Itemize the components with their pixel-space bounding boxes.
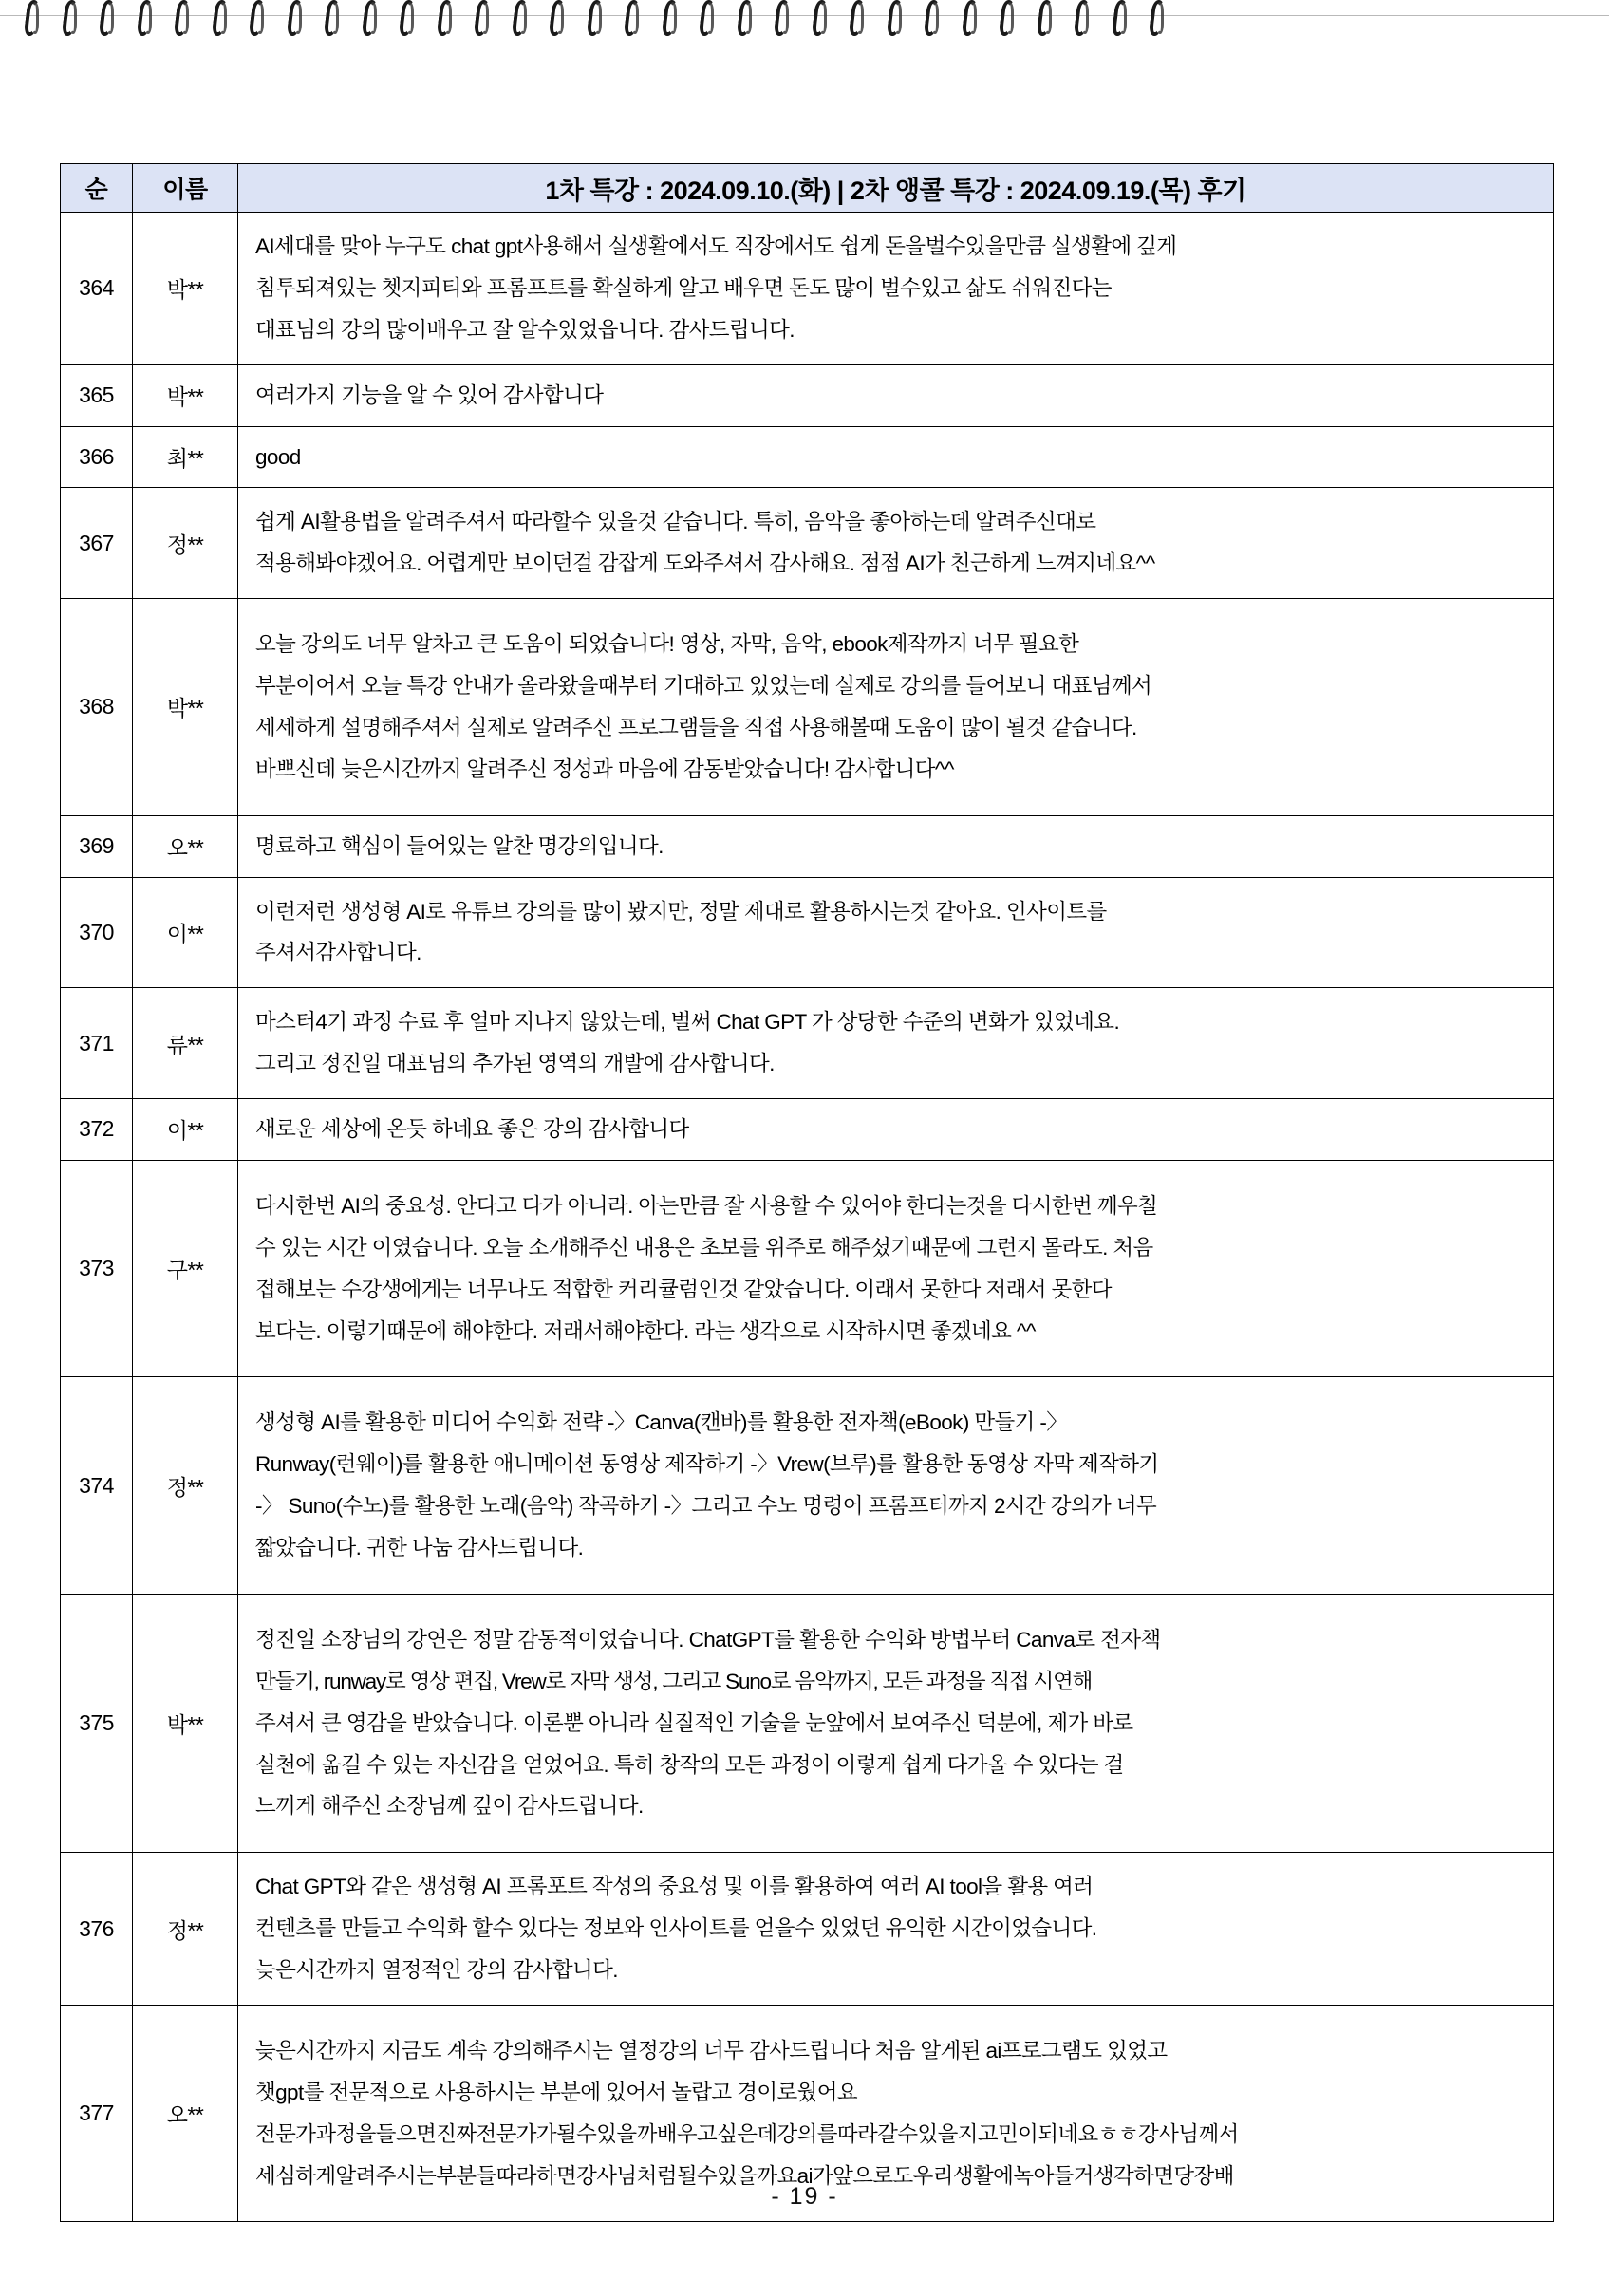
table-header-row — [61, 164, 1554, 213]
row-review-text — [238, 426, 1554, 488]
review-line: 이런저런 생성형 AI로 유튜브 강의를 많이 봤지만, 정말 제대로 활용하시는것 같아요. 인사이트를 — [255, 899, 1107, 924]
review-line: 오늘 강의도 너무 알차고 큰 도움이 되었습니다! 영상, 자막, 음악, ebook제작까지 너무 필요한 — [255, 632, 1079, 657]
row-number: 375 — [61, 1594, 133, 1852]
row-number: 370 — [61, 877, 133, 988]
row-review-text — [238, 1853, 1554, 2006]
row-number: 366 — [61, 426, 133, 488]
row-review-text — [238, 1099, 1554, 1161]
review-line: 그리고 정진일 대표님의 추가된 영역의 개발에 감사합니다. — [255, 1052, 775, 1076]
review-line: 명료하고 핵심이 들어있는 알찬 명강의입니다. — [255, 833, 664, 858]
review-line: AI세대를 맞아 누구도 chat gpt사용해서 실생활에서도 직장에서도 쉽게 돈을벌수있을만큼 실생활에 깊게 — [255, 234, 1177, 258]
row-review-text — [238, 877, 1554, 988]
row-review-text — [238, 599, 1554, 816]
row-review-text — [238, 1160, 1554, 1377]
column-header-name: 이름 — [133, 164, 238, 213]
review-line: 세세하게 설명해주셔서 실제로 알려주신 프로그램들을 직접 사용해볼때 도움이 많이 될것 같습니다. — [255, 715, 1137, 739]
row-author-name: 정** — [133, 488, 238, 599]
review-line: 쉽게 AI활용법을 알려주셔서 따라할수 있을것 같습니다. 특히, 음악을 좋아하는데 알려주신대로 — [255, 510, 1096, 534]
review-line: 주셔서 큰 영감을 받았습니다. 이론뿐 아니라 실질적인 기술을 눈앞에서 보여주신 덕분에, 제가 바로 — [255, 1710, 1133, 1735]
row-author-name: 오** — [133, 815, 238, 877]
row-author-name: 이** — [133, 1099, 238, 1161]
review-line: 여러가지 기능을 알 수 있어 감사합니다 — [255, 383, 604, 407]
review-line: 정진일 소장님의 강연은 정말 감동적이었습니다. ChatGPT를 활용한 수익화 방법부터 Canva로 전자책 — [255, 1627, 1161, 1652]
review-line: 컨텐츠를 만들고 수익화 할수 있다는 정보와 인사이트를 얻을수 있었던 유익한 시간이었습니다. — [255, 1916, 1097, 1941]
review-line: 실천에 옮길 수 있는 자신감을 얻었어요. 특히 창작의 모든 과정이 이렇게 쉽게 다가올 수 있다는 걸 — [255, 1752, 1124, 1777]
review-line: Chat GPT와 같은 생성형 AI 프롬포트 작성의 중요성 및 이를 활용하여 여러 AI tool을 활용 여러 — [255, 1875, 1094, 1899]
review-line: good — [255, 444, 301, 469]
row-number: 376 — [61, 1853, 133, 2006]
review-line: 마스터4기 과정 수료 후 얼마 지나지 않았는데, 벌써 Chat GPT 가 상당한 수준의 변화가 있었네요. — [255, 1010, 1120, 1035]
table-body — [61, 213, 1554, 2222]
review-line: 세심하게알려주시는부분들따라하면강사님처럼될수있을까요ai가앞으로도우리생활에녹아들거생각하면당장배 — [255, 2163, 1234, 2188]
row-number: 371 — [61, 988, 133, 1099]
row-number: 373 — [61, 1160, 133, 1377]
review-line: 만들기, runway로 영상 편집, Vrew로 자막 생성, 그리고 Suno로 음악까지, 모든 과정을 직접 시연해 — [255, 1669, 1093, 1693]
row-number: 377 — [61, 2005, 133, 2222]
row-number: 365 — [61, 364, 133, 426]
row-number: 369 — [61, 815, 133, 877]
table-row — [61, 213, 1554, 365]
review-line: 수 있는 시간 이였습니다. 오늘 소개해주신 내용은 초보를 위주로 해주셨기때문에 그런지 몰라도. 처음 — [255, 1235, 1153, 1260]
review-line: 보다는. 이렇기때문에 해야한다. 저래서해야한다. 라는 생각으로 시작하시면 좋겠네요 ^^ — [255, 1318, 1036, 1343]
review-line: 침투되져있는 쳇지피티와 프롬프트를 확실하게 알고 배우면 돈도 많이 벌수있고 삶도 쉬워진다는 — [255, 275, 1112, 300]
row-number: 368 — [61, 599, 133, 816]
review-line: 대표님의 강의 많이배우고 잘 알수있었읍니다. 감사드립니다. — [255, 317, 795, 342]
row-review-text — [238, 488, 1554, 599]
table-row — [61, 426, 1554, 488]
row-review-text — [238, 364, 1554, 426]
row-author-name: 최** — [133, 426, 238, 488]
review-line: 적용해봐야겠어요. 어렵게만 보이던걸 감잡게 도와주셔서 감사해요. 점점 AI가 친근하게 느껴지네요^^ — [255, 551, 1155, 576]
row-author-name: 박** — [133, 1594, 238, 1852]
row-author-name: 이** — [133, 877, 238, 988]
review-line: 접해보는 수강생에게는 너무나도 적합한 커리큘럼인것 같았습니다. 이래서 못한다 저래서 못한다 — [255, 1277, 1112, 1301]
review-line: 다시한번 AI의 중요성. 안다고 다가 아니라. 아는만큼 잘 사용할 수 있어야 한다는것을 다시한번 깨우칠 — [255, 1193, 1158, 1218]
row-review-text — [238, 1594, 1554, 1852]
review-line: 늦은시간까지 지금도 계속 강의해주시는 열정강의 너무 감사드립니다 처음 알게된 ai프로그램도 있었고 — [255, 2038, 1168, 2063]
row-number: 374 — [61, 1377, 133, 1595]
review-line: 전문가과정을들으면진짜전문가가될수있을까배우고싶은데강의를따라갈수있을지고민이되네요ㅎㅎ강사님께서 — [255, 2121, 1239, 2146]
row-author-name: 박** — [133, 364, 238, 426]
column-header-no: 순 — [61, 164, 133, 213]
row-author-name: 오** — [133, 2005, 238, 2222]
review-line: 주셔서감사합니다. — [255, 941, 421, 965]
table-row — [61, 815, 1554, 877]
review-line: 짧았습니다. 귀한 나눔 감사드립니다. — [255, 1536, 584, 1559]
row-review-text — [238, 988, 1554, 1099]
review-line: 바쁘신데 늦은시간까지 알려주신 정성과 마음에 감동받았습니다! 감사합니다^^ — [255, 756, 954, 781]
row-number: 372 — [61, 1099, 133, 1161]
table-row — [61, 877, 1554, 988]
page-number-footer: - 19 - — [771, 2183, 838, 2210]
row-review-text — [238, 815, 1554, 877]
review-line: 생성형 AI를 활용한 미디어 수익화 전략 -〉Canva(캔바)를 활용한 전자책(eBook) 만들기 -〉 — [255, 1410, 1068, 1435]
row-author-name: 박** — [133, 213, 238, 365]
row-author-name: 류** — [133, 988, 238, 1099]
table-header — [61, 164, 1554, 213]
review-line: 늦은시간까지 열정적인 강의 감사합니다. — [255, 1958, 618, 1982]
row-author-name: 정** — [133, 1377, 238, 1595]
row-author-name: 박** — [133, 599, 238, 816]
table-row — [61, 1377, 1554, 1595]
table-row — [61, 1594, 1554, 1852]
review-line: -〉 Suno(수노)를 활용한 노래(음악) 작곡하기 -〉그리고 수노 명령어 프롬프터까지 2시간 강의가 너무 — [255, 1494, 1157, 1519]
row-author-name: 구** — [133, 1160, 238, 1377]
table-row — [61, 1099, 1554, 1161]
table-row — [61, 988, 1554, 1099]
row-number: 364 — [61, 213, 133, 365]
row-review-text — [238, 1377, 1554, 1595]
table-row — [61, 488, 1554, 599]
table-row — [61, 599, 1554, 816]
review-line: Runway(런웨이)를 활용한 애니메이션 동영상 제작하기 -〉Vrew(브루)를 활용한 동영상 자막 제작하기 — [255, 1452, 1159, 1477]
review-table — [60, 163, 1554, 2222]
row-review-text — [238, 213, 1554, 365]
table-row — [61, 1160, 1554, 1377]
table-row — [61, 1853, 1554, 2006]
review-line: 챗gpt를 전문적으로 사용하시는 부분에 있어서 놀랍고 경이로웠어요 — [255, 2080, 858, 2104]
table-row — [61, 364, 1554, 426]
review-line: 느끼게 해주신 소장님께 깊이 감사드립니다. — [255, 1794, 644, 1819]
row-number: 367 — [61, 488, 133, 599]
row-author-name: 정** — [133, 1853, 238, 2006]
review-line: 새로운 세상에 온듯 하네요 좋은 강의 감사합니다 — [255, 1117, 689, 1141]
review-line: 부분이어서 오늘 특강 안내가 올라왔을때부터 기대하고 있었는데 실제로 강의를 들어보니 대표님께서 — [255, 674, 1152, 698]
column-header-title: 1차 특강 : 2024.09.10.(화) | 2차 앵콜 특강 : 2024.09.19.(목) 후기 — [238, 164, 1554, 213]
